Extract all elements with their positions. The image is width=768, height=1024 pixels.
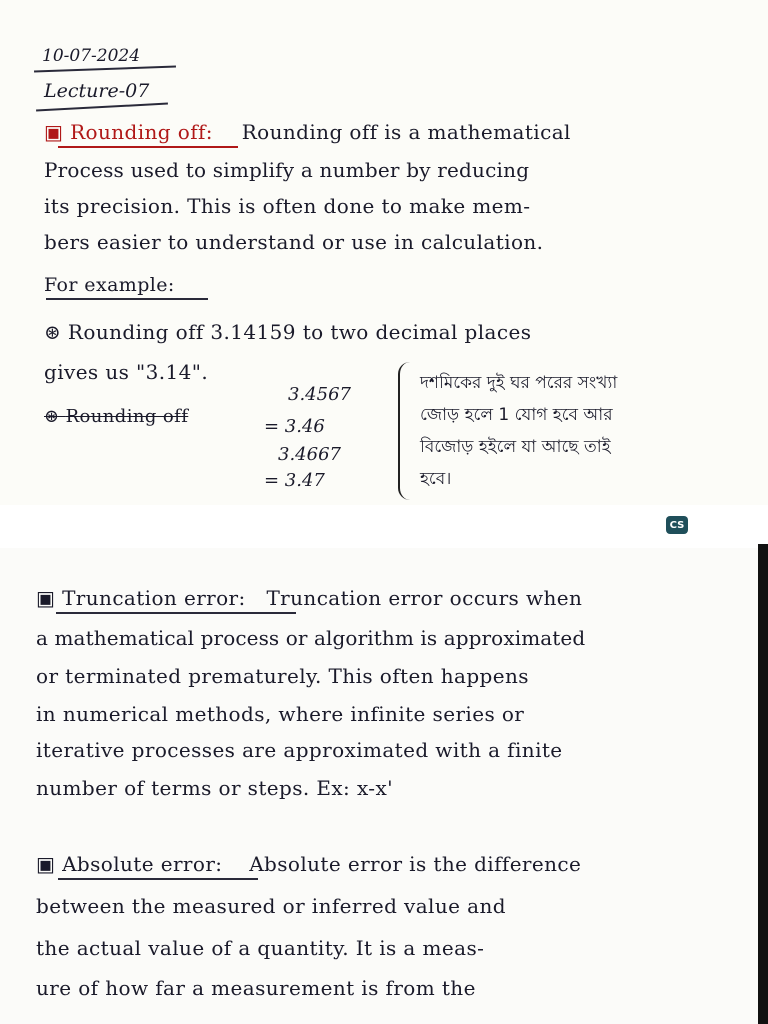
truncation-heading-underline bbox=[56, 612, 296, 614]
bengali-line-2: জোড় হলে 1 যোগ হবে আর bbox=[420, 405, 613, 425]
bengali-line-4: হবে। bbox=[420, 469, 452, 489]
struck-rounding-label: ⊛ Rounding off bbox=[44, 406, 189, 427]
rounding-heading-underline bbox=[58, 146, 238, 148]
truncation-heading: Truncation error: bbox=[62, 586, 246, 610]
date-underline bbox=[34, 66, 176, 73]
checkbox-icon: ▣ bbox=[36, 586, 63, 610]
calc-value-2: 3.4667 bbox=[278, 444, 341, 465]
absolute-heading-underline bbox=[58, 878, 258, 880]
date: 10-07-2024 bbox=[42, 46, 141, 66]
page-edge-shadow bbox=[758, 544, 768, 1024]
checkbox-icon: ▣ bbox=[36, 852, 63, 876]
for-example-label: For example: bbox=[44, 274, 175, 296]
rounding-line-3: its precision. This is often done to make mem- bbox=[44, 194, 531, 218]
absolute-line-4: ure of how far a measurement is from the bbox=[36, 976, 476, 1000]
calc-value-1: 3.4567 bbox=[288, 384, 351, 405]
absolute-heading: Absolute error: bbox=[62, 852, 223, 876]
rounding-line-1: Rounding off is a mathematical bbox=[241, 120, 571, 144]
bengali-note bbox=[398, 366, 750, 500]
rounding-heading: Rounding off: bbox=[70, 120, 213, 144]
bullet-icon: ⊛ bbox=[44, 406, 66, 427]
absolute-first-line bbox=[36, 852, 581, 876]
truncation-line-4: in numerical methods, where infinite series or bbox=[36, 702, 525, 726]
camscanner-badge: CS bbox=[666, 516, 688, 534]
bengali-line-1: দশমিকের দুই ঘর পরের সংখ্যা bbox=[420, 373, 618, 393]
calc-result-2: = 3.47 bbox=[264, 470, 325, 491]
truncation-line-1: Truncation error occurs when bbox=[266, 586, 583, 610]
rounding-line-4: bers easier to understand or use in calculation. bbox=[44, 230, 544, 254]
truncation-line-2: a mathematical process or algorithm is approximated bbox=[36, 626, 586, 650]
truncation-line-3: or terminated prematurely. This often happens bbox=[36, 664, 529, 688]
lecture-underline bbox=[36, 103, 168, 112]
example-line-1: ⊛ Rounding off 3.14159 to two decimal places bbox=[44, 320, 532, 344]
bengali-line-3: বিজোড় হইলে যা আছে তাই bbox=[420, 437, 611, 457]
truncation-first-line bbox=[36, 586, 582, 610]
rounding-line-2: Process used to simplify a number by reducing bbox=[44, 158, 530, 182]
absolute-line-3: the actual value of a quantity. It is a meas- bbox=[36, 936, 485, 960]
lecture-title: Lecture-07 bbox=[44, 80, 150, 102]
checkbox-icon: ▣ bbox=[44, 120, 71, 144]
notebook-page-2 bbox=[0, 548, 760, 1024]
truncation-line-5: iterative processes are approximated with a finite bbox=[36, 738, 563, 762]
rounding-first-line bbox=[44, 120, 571, 144]
absolute-line-1: Absolute error is the difference bbox=[249, 852, 582, 876]
truncation-line-6: number of terms or steps. Ex: x-x' bbox=[36, 776, 394, 800]
absolute-line-2: between the measured or inferred value and bbox=[36, 894, 506, 918]
page-gap bbox=[0, 505, 768, 548]
calc-result-1: = 3.46 bbox=[264, 416, 325, 437]
notebook-page-1 bbox=[0, 0, 768, 505]
bullet-icon: ⊛ bbox=[44, 320, 68, 344]
for-example-underline bbox=[46, 298, 208, 300]
example-line-2: gives us "3.14". bbox=[44, 360, 209, 384]
